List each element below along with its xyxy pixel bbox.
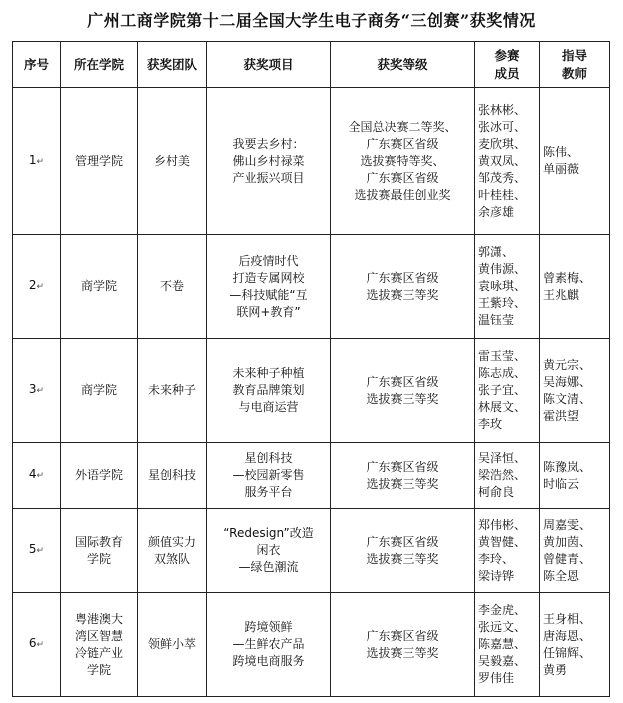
cell-award: 广东赛区省级 选拔赛三等奖 (331, 509, 475, 593)
cell-no: 2↵ (13, 235, 61, 339)
cell-members: 郑伟彬、 黄智健、 李玲、 梁诗铧 (475, 509, 540, 593)
cell-advisors: 黄元宗、 吴海娜、 陈文清、 霍洪望 (540, 339, 610, 443)
header-cell-project: 获奖项目 (207, 42, 331, 88)
cell-members: 吴泽恒、 梁浩然、 柯俞良 (475, 443, 540, 509)
header-row (13, 42, 610, 88)
cell-team: 领鲜小萃 (138, 593, 207, 697)
cell-project: 未来种子种植 教育品牌策划 与电商运营 (207, 339, 331, 443)
cell-project: 我要去乡村： 佛山乡村禄菜 产业振兴项目 (207, 88, 331, 235)
cell-college: 粤港澳大 湾区智慧 冷链产业 学院 (61, 593, 138, 697)
header-cell-team: 获奖团队 (138, 42, 207, 88)
header-cell-no: 序号 (13, 42, 61, 88)
header-cell-advisors: 指导 教师 (540, 42, 610, 88)
cell-team: 星创科技 (138, 443, 207, 509)
cell-project: 跨境领鲜 —生鲜农产品 跨境电商服务 (207, 593, 331, 697)
cell-college: 国际教育 学院 (61, 509, 138, 593)
cell-college: 商学院 (61, 339, 138, 443)
cell-members: 张林彬、 张冰可、 麦欣琪、 黄双凤、 邹茂秀、 叶桂桂、 余彦雄 (475, 88, 540, 235)
cell-no: 4↵ (13, 443, 61, 509)
cell-advisors: 陈豫岚、 时临云 (540, 443, 610, 509)
table-row (13, 593, 610, 697)
cell-award: 广东赛区省级 选拔赛三等奖 (331, 593, 475, 697)
cell-college: 管理学院 (61, 88, 138, 235)
cell-team: 不卷 (138, 235, 207, 339)
header-cell-award: 获奖等级 (331, 42, 475, 88)
header-cell-college: 所在学院 (61, 42, 138, 88)
cell-college: 商学院 (61, 235, 138, 339)
cell-no: 6↵ (13, 593, 61, 697)
table-row (13, 509, 610, 593)
awards-table (12, 41, 610, 697)
table-row (13, 88, 610, 235)
cell-no: 5↵ (13, 509, 61, 593)
cell-members: 李金虎、 张远文、 陈嘉慧、 吴毅嘉、 罗伟佳 (475, 593, 540, 697)
cell-college: 外语学院 (61, 443, 138, 509)
cell-no: 3↵ (13, 339, 61, 443)
cell-project: 星创科技 —校园新零售 服务平台 (207, 443, 331, 509)
cell-team: 乡村美 (138, 88, 207, 235)
table-row (13, 339, 610, 443)
document-title: 广州工商学院第十二届全国大学生电子商务“三创赛”获奖情况 (87, 11, 536, 30)
table-row (13, 235, 610, 339)
table-row (13, 443, 610, 509)
cell-award: 全国总决赛二等奖、 广东赛区省级 选拔赛特等奖、 广东赛区省级 选拔赛最佳创业奖 (331, 88, 475, 235)
cell-award: 广东赛区省级 选拔赛三等奖 (331, 235, 475, 339)
cell-advisors: 王身相、 唐海恩、 任锦辉、 黄勇 (540, 593, 610, 697)
cell-members: 雷玉莹、 陈志成、 张子宜、 林展文、 李玫 (475, 339, 540, 443)
cell-award: 广东赛区省级 选拔赛三等奖 (331, 339, 475, 443)
cell-advisors: 周嘉雯、 黄加茵、 曾健青、 陈全恩 (540, 509, 610, 593)
cell-project: 后疫情时代 打造专属网校 —科技赋能“互 联网+教育” (207, 235, 331, 339)
cell-no: 1↵ (13, 88, 61, 235)
header-cell-members: 参赛 成员 (475, 42, 540, 88)
cell-advisors: 曾素梅、 王兆麒 (540, 235, 610, 339)
cell-team: 颜值实力 双煞队 (138, 509, 207, 593)
cell-project: “Redesign”改造 闲衣 —绿色潮流 (207, 509, 331, 593)
cell-advisors: 陈伟、 单丽薇 (540, 88, 610, 235)
cell-members: 郭潇、 黄伟源、 袁咏琪、 王紫玲、 温钰莹 (475, 235, 540, 339)
cell-award: 广东赛区省级 选拔赛三等奖 (331, 443, 475, 509)
cell-team: 未来种子 (138, 339, 207, 443)
